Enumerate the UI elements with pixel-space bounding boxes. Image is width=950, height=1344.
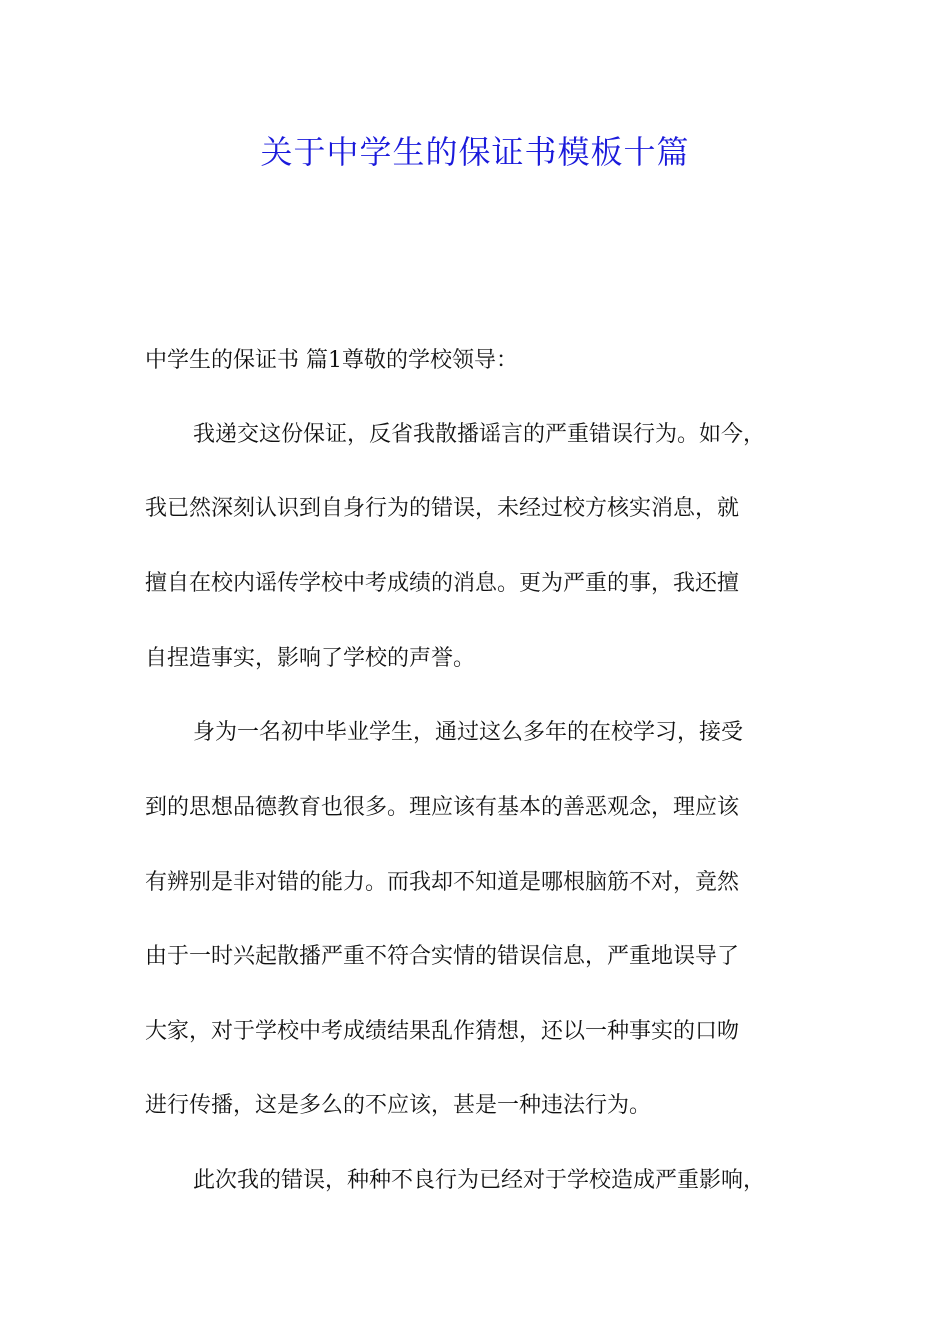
document-title: 关于中学生的保证书模板十篇 [260, 133, 690, 171]
body-line: 我递交这份保证，反省我散播谣言的严重错误行为。如今， [193, 422, 766, 447]
body-line: 身为一名初中毕业学生，通过这么多年的在校学习，接受 [193, 720, 744, 745]
body-line: 擅自在校内谣传学校中考成绩的消息。更为严重的事，我还擅 [145, 571, 740, 596]
body-line: 我已然深刻认识到自身行为的错误，未经过校方核实消息，就 [145, 496, 740, 521]
body-line: 此次我的错误，种种不良行为已经对于学校造成严重影响， [193, 1168, 766, 1193]
body-line-heading: 中学生的保证书 篇1尊敬的学校领导： [145, 348, 518, 373]
body-line: 由于一时兴起散播严重不符合实情的错误信息，严重地误导了 [145, 944, 740, 969]
body-line: 有辨别是非对错的能力。而我却不知道是哪根脑筋不对，竟然 [145, 870, 740, 895]
body-line: 进行传播，这是多么的不应该，甚是一种违法行为。 [145, 1093, 652, 1118]
body-line: 大家，对于学校中考成绩结果乱作猜想，还以一种事实的口吻 [145, 1019, 740, 1044]
body-line: 自捏造事实，影响了学校的声誉。 [145, 646, 476, 671]
body-line: 到的思想品德教育也很多。理应该有基本的善恶观念，理应该 [145, 795, 740, 820]
